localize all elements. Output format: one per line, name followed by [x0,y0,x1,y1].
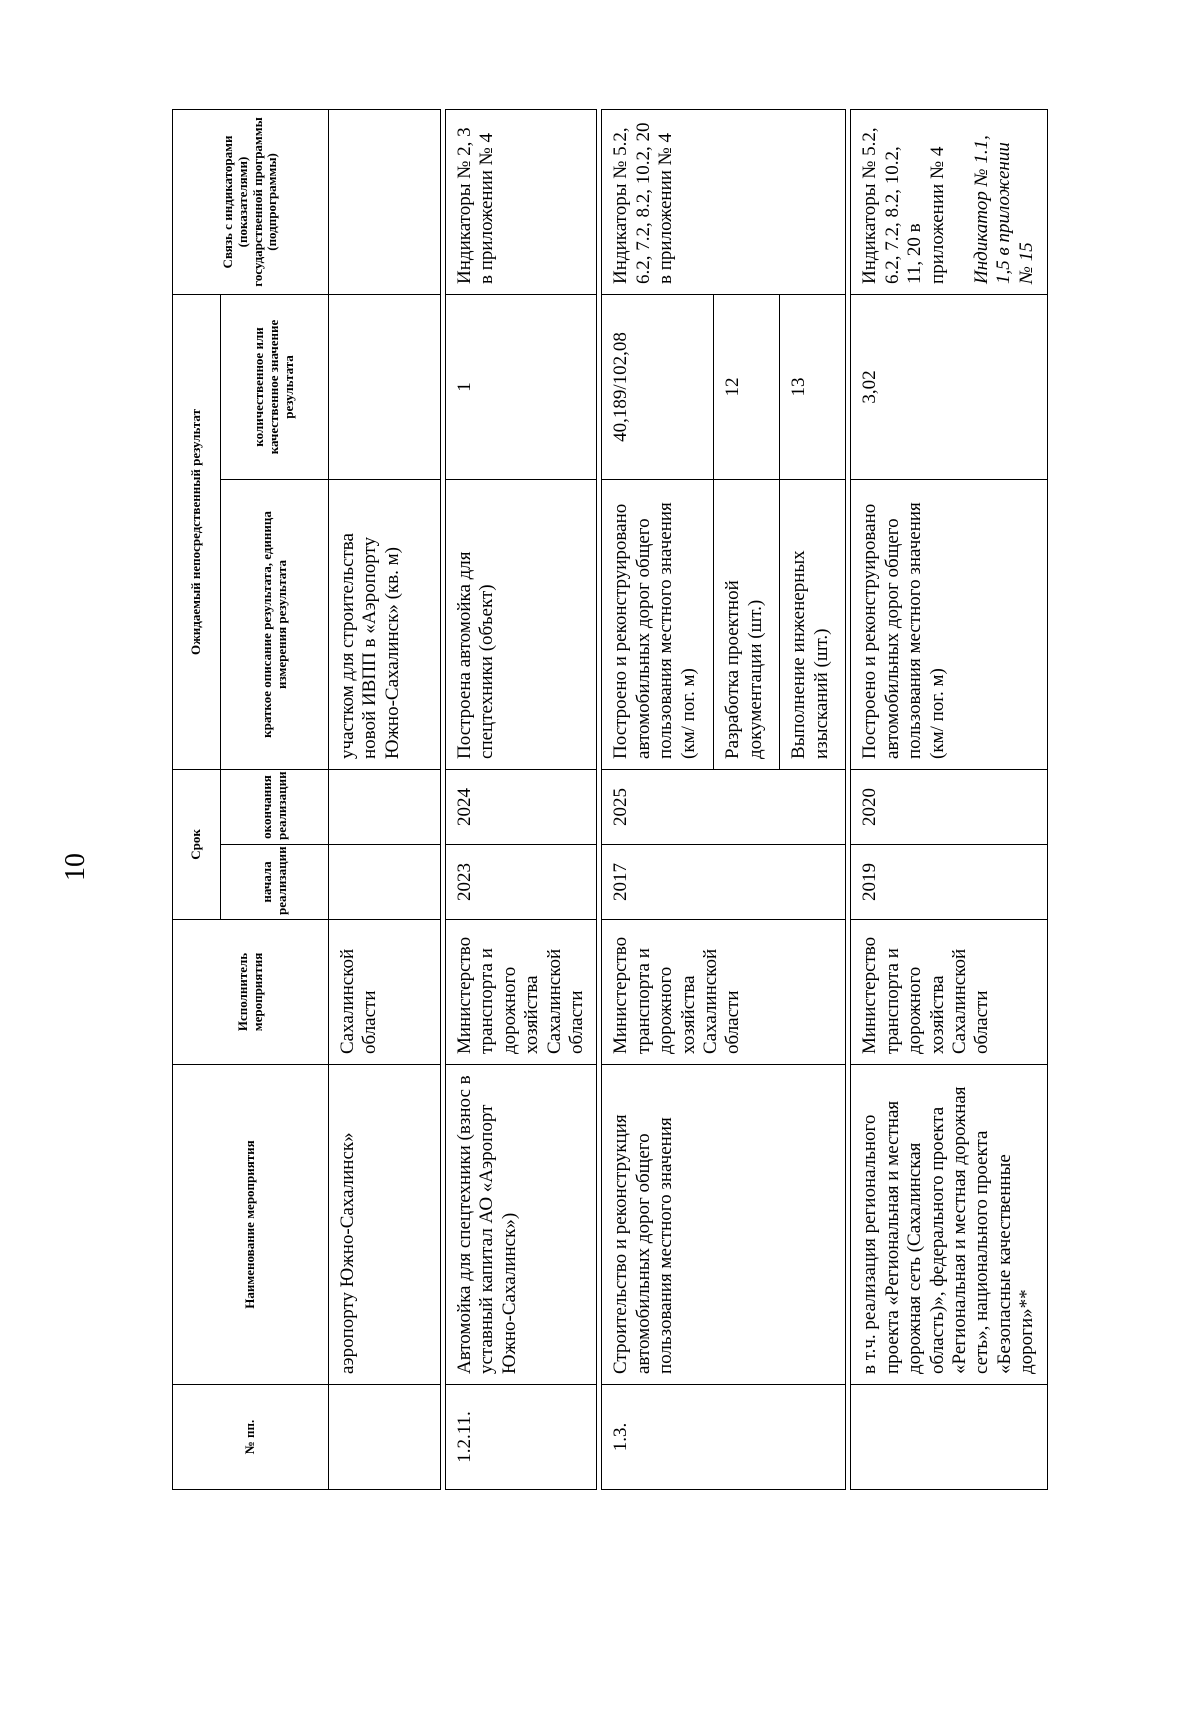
row-start [329,845,441,920]
page-number: 10 [60,853,91,881]
header-name: Наименование мероприятия [173,1065,329,1385]
indicators-extra: Индикатор № 1.1, 1,5 в приложении № 15 [971,135,1037,284]
row-num: 1.3. [602,1385,846,1490]
row-num [851,1385,1047,1490]
row-end [329,769,441,844]
row-executor: Министерство транспорта и дорожного хозяйства Сахалинской области [851,920,1047,1065]
row-start: 2017 [602,845,846,920]
row-executor: Министерство транспорта и дорожного хозяйства Сахалинской области [602,920,846,1065]
subrow-desc: Разработка проектной документации (шт.) [714,479,780,769]
row-desc: Построена автомойка для спецтехники (объект) [446,479,597,769]
header-result-value: количественное или качественное значение результата [221,294,329,479]
row-name: Автомойка для спецтехники (взнос в уставный капитал АО «Аэропорт Южно-Сахалинск») [446,1065,597,1385]
row-executor: Министерство транспорта и дорожного хозяйства Сахалинской области [446,920,597,1065]
header-result: Ожидаемый непосредственный результат [173,294,221,769]
header-term-end: окончания реализации [221,769,329,844]
row-end: 2024 [446,769,597,844]
header-row-top [173,109,221,1489]
row-name: Строительство и реконструкция автомобильных дорог общего пользования местного значения [602,1065,846,1385]
subrow-value: 12 [714,294,780,479]
table-row [851,109,1047,1489]
header-term: Срок [173,769,221,919]
row-name: аэропорту Южно-Сахалинск» [329,1065,441,1385]
header-indicators: Связь с индикаторами (показателями) государственной программы (подпрограммы) [173,109,329,294]
header-result-desc: краткое описание результата, единица измерения результата [221,479,329,769]
row-num: 1.2.11. [446,1385,597,1490]
table-row [446,109,597,1489]
row-end: 2020 [851,769,1047,844]
header-executor: Исполнитель мероприятия [173,920,329,1065]
row-num [329,1385,441,1490]
row-indicators: Индикаторы № 2, 3 в приложении № 4 [446,109,597,294]
row-desc: Построено и реконструировано автомобильных дорог общего пользования местного значения (км/ пог. м) [851,479,1047,769]
row-start: 2023 [446,845,597,920]
indicators-main: Индикаторы № 5.2, 6.2, 7.2, 8.2, 10.2, 11, 20 в приложении № 4 [859,127,948,284]
row-value: 1 [446,294,597,479]
row-end: 2025 [602,769,846,844]
row-executor: Сахалинской области [329,920,441,1065]
row-desc: участком для строительства новой ИВПП в «Аэропорту Южно-Сахалинск» (кв. м) [329,479,441,769]
header-term-start: начала реализации [221,845,329,920]
table-row [602,109,714,1489]
row-indicators [329,109,441,294]
row-indicators: Индикаторы № 5.2, 6.2, 7.2, 8.2, 10.2, 20 в приложении № 4 [602,109,846,294]
subrow-value: 13 [780,294,846,479]
row-start: 2019 [851,845,1047,920]
row-value [329,294,441,479]
row-desc: Построено и реконструировано автомобильных дорог общего пользования местного значения (км/ пог. м) [602,479,714,769]
table-row [329,109,441,1489]
measures-table [172,109,1048,1490]
row-value: 40,189/102,08 [602,294,714,479]
subrow-desc: Выполнение инженерных изысканий (шт.) [780,479,846,769]
row-value: 3,02 [851,294,1047,479]
row-name: в т.ч. реализация регионального проекта «Региональная и местная дорожная сеть (Сахалинская область)», федерального проекта «Региональная и местная дорожная сеть», национального проекта «Безопасные качественные дороги»** [851,1065,1047,1385]
row-indicators [851,109,1047,294]
header-num: № пп. [173,1385,329,1490]
